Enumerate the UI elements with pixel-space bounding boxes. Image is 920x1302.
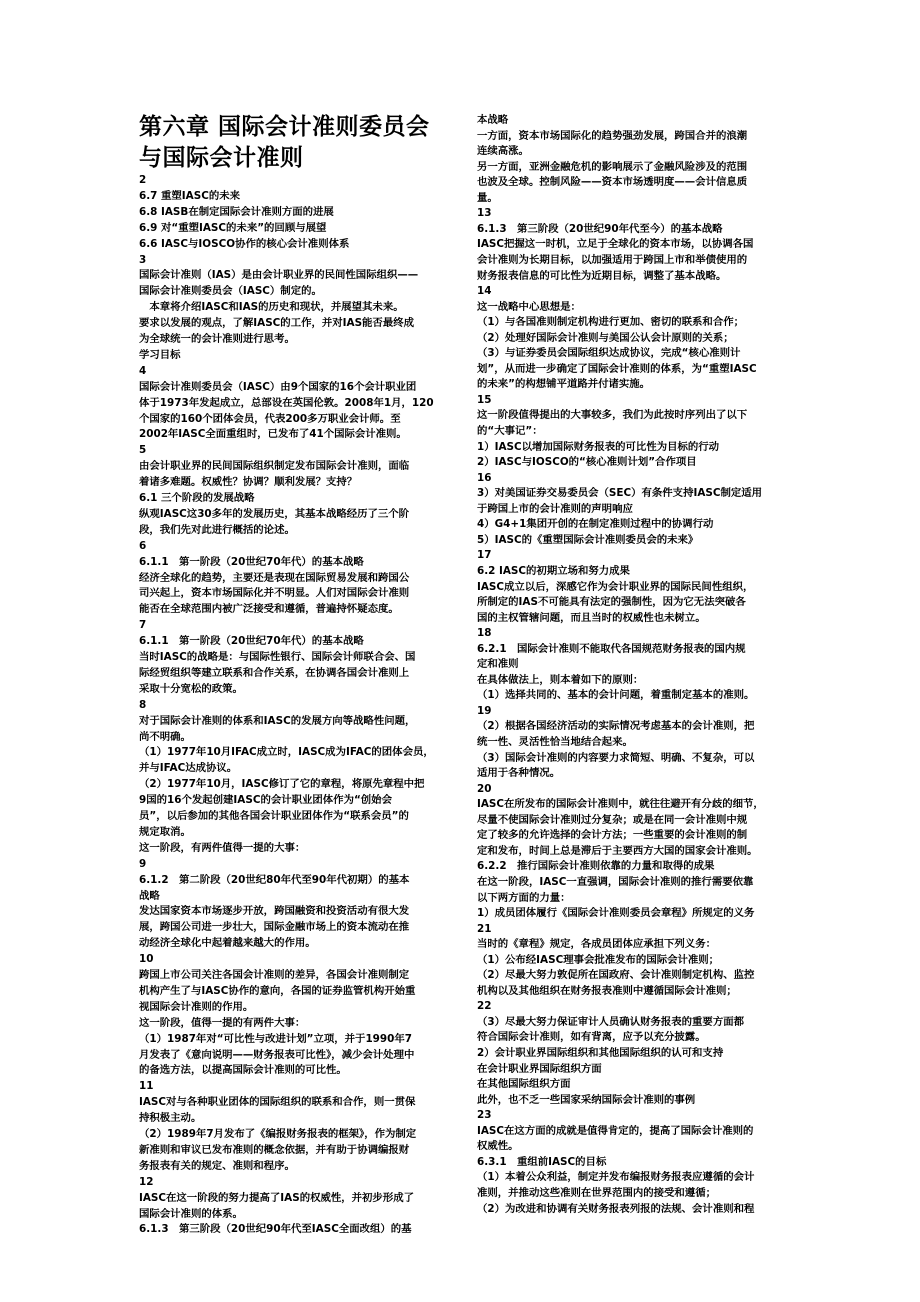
text-line: 由会计职业界的民间国际组织制定发布国际会计准则，面临 <box>139 460 410 473</box>
text-line: 此外，也不乏一些国家采纳国际会计准则的事例 <box>477 1093 696 1106</box>
text-line: 2 <box>139 174 147 186</box>
text-line: 在这一阶段，IASC一直强调，国际会计准则的推行需要依靠 <box>477 875 754 888</box>
text-line: 权威性。 <box>477 1140 519 1153</box>
text-line: 国际会计准则的体系。 <box>139 1207 243 1220</box>
text-line: IASC在所发布的国际会计准则中，就往往避开有分歧的细节， <box>477 798 764 811</box>
text-line: 这一阶段值得提出的大事较多，我们为此按时序列出了以下 <box>477 409 748 422</box>
text-line: 20 <box>477 782 492 795</box>
text-line: 5 <box>139 444 147 457</box>
text-line: IASC在这一阶段的努力提高了IAS的权威性，并初步形成了 <box>139 1191 414 1204</box>
text-line: （2）根据各国经济活动的实际情况考虑基本的会计准则，把 <box>477 720 755 733</box>
text-line: 展，跨国公司进一步壮大，国际金融市场上的资本流动在推 <box>139 921 410 934</box>
text-line: 个国家的160个团体会员，代表200多万职业会计师。至 <box>139 412 401 425</box>
text-line: （1）1977年10月IFAC成立时，IASC成为IFAC的团体会员， <box>139 746 434 759</box>
text-line: 4）G4+1集团开创的在制定准则过程中的协调行动 <box>477 518 714 531</box>
text-line: （3）尽最大努力保证审计人员确认财务报表的重要方面都 <box>477 1015 744 1028</box>
text-line: （1）本着公众利益，制定并发布编报财务报表应遵循的会计 <box>477 1171 755 1184</box>
text-line: 9 <box>139 857 147 870</box>
text-line: 司兴起上，资本市场国际化并不明显。人们对国际会计准则 <box>139 587 410 600</box>
text-line: 定了较多的允许选择的会计方法；一些重要的会计准则的制 <box>477 829 748 842</box>
text-line: 量。 <box>477 191 498 204</box>
text-line: 的“大事记”： <box>477 425 543 437</box>
text-line: 跨国上市公司关注各国会计准则的差异，各国会计准则制定 <box>139 969 410 981</box>
text-line: 6.3.1 重组前IASC的目标 <box>477 1155 607 1168</box>
chapter-title-line-2: 与国际会计准则 <box>139 145 304 171</box>
text-line: 际经贸组织等建立联系和合作关系，在协调各国会计准则上 <box>139 666 410 679</box>
text-line: （2）为改进和协调有关财务报表列报的法规、会计准则和程 <box>477 1202 755 1215</box>
text-line: 国际会计准则委员会（IASC）由9个国家的16个会计职业团 <box>139 380 417 393</box>
text-line: 16 <box>477 471 492 484</box>
text-line: 务报表有关的规定、准则和程序。 <box>139 1159 295 1172</box>
text-line: IASC成立以后，深感它作为会计职业界的国际民间性组织， <box>477 580 754 593</box>
text-line: （1）选择共同的、基本的会计问题，着重制定基本的准则。 <box>477 689 755 702</box>
text-line: 4 <box>139 364 147 377</box>
text-line: 的未来”的构想铺平道路并付诸实施。 <box>477 378 651 391</box>
text-line: 在会计职业界国际组织方面 <box>477 1062 602 1075</box>
text-line: 13 <box>477 207 492 220</box>
text-line: 9国的16个发起创建IASC的会计职业团体作为“创始会 <box>139 794 392 807</box>
text-line: （3）与证券委员会国际组织达成协议，完成“核心准则计 <box>477 347 741 360</box>
text-line: （1）公布经IASC理事会批准发布的国际会计准则； <box>477 953 720 966</box>
text-line: 以下两方面的力量： <box>477 891 571 904</box>
text-line: （2）尽最大努力敦促所在国政府、会计准则制定机构、监控 <box>477 969 755 982</box>
text-line: 国的主权管辖问题，而且当时的权威性也未树立。 <box>477 611 706 624</box>
text-line: 尚不明确。 <box>139 730 191 743</box>
text-line: 学习目标 <box>139 348 181 361</box>
text-line: 在具体做法上，则本着如下的原则： <box>477 673 644 686</box>
text-line: 10 <box>139 953 154 966</box>
text-line: 6.1.3 第三阶段（20世纪90年代至IASC全面改组）的基 <box>139 1223 412 1236</box>
text-line: 所制定的IAS不可能具有法定的强制性，因为它无法突破各 <box>477 596 746 609</box>
text-line: 定和准则 <box>477 658 519 671</box>
text-line: 纵观IASC这30多年的发展历史，其基本战略经历了三个阶 <box>139 507 410 520</box>
text-line: 这一阶段，值得一提的有两件大事： <box>139 1016 306 1029</box>
text-line: 划”，从而进一步确定了国际会计准则的体系，为“重塑IASC <box>477 362 757 375</box>
text-line: 7 <box>139 619 147 632</box>
text-line: 发达国家资本市场逐步开放，跨国融资和投资活动有很大发 <box>139 905 410 918</box>
text-line: 着诸多难题。权威性？协调？顺利发展？支持？ <box>139 476 358 489</box>
text-line: （1）与各国准则制定机构进行更加、密切的联系和合作； <box>477 316 744 329</box>
text-line: 为全球统一的会计准则进行思考。 <box>139 333 295 345</box>
text-line: 6.8 IASB在制定国际会计准则方面的进展 <box>139 205 334 218</box>
text-line: 6.6 IASC与IOSCO协作的核心会计准则体系 <box>139 237 350 250</box>
text-line: 1）成员团体履行《国际会计准则委员会章程》所规定的义务 <box>477 907 755 920</box>
text-line: 22 <box>477 1000 492 1013</box>
text-line: 定和发布，时间上总是滞后于主要西方大国的国家会计准则。 <box>477 844 758 857</box>
text-line: 本战略 <box>477 114 509 126</box>
text-line: 对于国际会计准则的体系和IASC的发展方向等战略性问题， <box>139 714 416 727</box>
text-line: IASC在这方面的成就是值得肯定的，提高了国际会计准则的 <box>477 1124 754 1137</box>
text-line: 财务报表信息的可比性为近期目标，调整了基本战略。 <box>477 269 727 282</box>
text-line: 国际会计准则（IAS）是由会计职业界的民间性国际组织—— <box>139 269 419 282</box>
text-line: 2002年IASC全面重组时，已发布了41个国际会计准则。 <box>139 428 407 441</box>
text-line: IASC对与各种职业团体的国际组织的联系和合作，则一贯保 <box>139 1096 416 1109</box>
text-line: 机构以及其他组织在财务报表准则中遵循国际会计准则； <box>477 984 737 997</box>
text-line: 本章将介绍IASC和IAS的历史和现状，并展望其未来。 <box>139 301 404 314</box>
text-line: 经济全球化的趋势，主要还是表现在国际贸易发展和跨国公 <box>139 571 410 584</box>
text-line: 2）IASC与IOSCO的“核心准则计划”合作项目 <box>477 456 697 469</box>
text-line: 国际会计准则委员会（IASC）制定的。 <box>139 285 322 298</box>
text-line: （3）国际会计准则的内容要力求简短、明确、不复杂，可以 <box>477 751 755 764</box>
text-line: 统一性、灵活性恰当地结合起来。 <box>477 736 633 748</box>
text-line: 当时的《章程》规定，各成员团体应承担下列义务： <box>477 938 716 951</box>
text-line: 视国际会计准则的作用。 <box>139 1000 254 1013</box>
text-line: 月发表了《意向说明——财务报表可比性》，减少会计处理中 <box>139 1048 415 1061</box>
text-line: 23 <box>477 1109 492 1122</box>
text-line: （2）1989年7月发布了《编报财务报表的框架》，作为制定 <box>139 1128 417 1140</box>
text-line: 17 <box>477 549 492 562</box>
text-line: 3 <box>139 253 147 266</box>
text-line: 规定取消。 <box>139 825 191 838</box>
text-line: 8 <box>139 698 147 711</box>
text-line: 员”，以后参加的其他各国会计职业团体作为“联系会员”的 <box>139 810 409 822</box>
text-line: 连续高涨。 <box>477 145 529 158</box>
text-line: 6.1.1 第一阶段（20世纪70年代）的基本战略 <box>139 635 364 648</box>
text-line: 6 <box>139 539 147 552</box>
text-line: 6.9 对“重塑IASC的未来”的回顾与展望 <box>139 221 327 234</box>
text-line: 当时IASC的战略是：与国际性银行、国际会计师联合会、国 <box>139 651 416 663</box>
text-line: 6.1.3 第三阶段（20世纪90年代至今）的基本战略 <box>477 222 723 235</box>
text-line: 5）IASC的《重塑国际会计准则委员会的未来》 <box>477 533 699 546</box>
text-line: 体于1973年发起成立，总部设在英国伦敦。2008年1月，120 <box>139 396 434 409</box>
text-line: 准则，并推动这些准则在世界范围内的接受和遵循； <box>477 1186 716 1199</box>
text-line: 战略 <box>139 889 160 902</box>
text-line: 3）对美国证券交易委员会（SEC）有条件支持IASC制定适用 <box>477 487 763 500</box>
text-line: 6.2.2 推行国际会计准则依靠的力量和取得的成果 <box>477 860 715 873</box>
text-line: 6.1.1 第一阶段（20世纪70年代）的基本战略 <box>139 555 364 568</box>
text-line: 适用于各种情况。 <box>477 767 561 780</box>
text-line: 要求以发展的观点，了解IASC的工作，并对IAS能否最终成 <box>139 317 414 330</box>
text-line: 14 <box>477 285 492 298</box>
chapter-title <box>139 112 459 174</box>
text-line: 这一阶段，有两件值得一提的大事： <box>139 841 306 854</box>
text-line: 尽量不使国际会计准则过分复杂；或是在同一会计准则中规 <box>477 813 748 826</box>
text-line: 6.1 三个阶段的发展战略 <box>139 492 255 504</box>
text-line: （2）1977年10月，IASC修订了它的章程，将原先章程中把 <box>139 778 425 791</box>
text-line: （1）1987年对“可比性与改进计划”立项，并于1990年7 <box>139 1032 412 1045</box>
text-line: 机构产生了与IASC协作的意向，各国的证券监管机构开始重 <box>139 984 416 997</box>
text-line: 1）IASC以增加国际财务报表的可比性为目标的行动 <box>477 440 720 453</box>
text-line: 持积极主动。 <box>139 1112 202 1125</box>
text-line: IASC把握这一时机，立足于全球化的资本市场，以协调各国 <box>477 238 754 251</box>
text-line: 6.1.2 第二阶段（20世纪80年代至90年代初期）的基本 <box>139 873 410 886</box>
text-line: 并与IFAC达成协议。 <box>139 762 238 775</box>
text-line: 动经济全球化中起着越来越大的作用。 <box>139 937 316 950</box>
text-line: 在其他国际组织方面 <box>477 1078 571 1091</box>
text-line: 另一方面，亚洲金融危机的影响展示了金融风险涉及的范围 <box>477 160 748 173</box>
text-line: 也波及全球。控制风险——资本市场透明度——会计信息质 <box>477 176 748 189</box>
text-line: （2）处理好国际会计准则与美国公认会计原则的关系； <box>477 331 734 344</box>
text-line: 采取十分宽松的政策。 <box>139 682 243 695</box>
text-line: 6.2.1 国际会计准则不能取代各国规范财务报表的国内规 <box>477 642 746 655</box>
text-line: 15 <box>477 393 492 406</box>
text-line: 新准则和审议已发布准则的概念依据，并有助于协调编报财 <box>139 1143 410 1156</box>
text-line: 2）会计职业界国际组织和其他国际组织的认可和支持 <box>477 1047 724 1059</box>
text-line: 会计准则为长期目标，以加强适用于跨国上市和举债使用的 <box>477 253 748 266</box>
text-line: 6.2 IASC的初期立场和努力成果 <box>477 564 630 577</box>
text-line: 21 <box>477 922 492 935</box>
text-line: 能否在全球范围内被广泛接受和遵循，普遍持怀疑态度。 <box>139 603 399 616</box>
text-line: 6.7 重塑IASC的未来 <box>139 189 240 202</box>
text-line: 的备选方法，以提高国际会计准则的可比性。 <box>139 1064 347 1077</box>
text-line: 这一战略中心思想是： <box>477 300 581 313</box>
text-line: 段，我们先对此进行概括的论述。 <box>139 523 295 536</box>
text-line: 19 <box>477 704 492 717</box>
text-line: 符合国际会计准则，如有背离，应予以充分披露。 <box>477 1031 706 1044</box>
text-line: 18 <box>477 627 492 640</box>
text-line: 12 <box>139 1175 154 1188</box>
chapter-title-line-1: 第六章 国际会计准则委员会 <box>139 114 430 140</box>
text-line: 于跨国上市的会计准则的声明响应 <box>477 502 633 515</box>
text-line: 一方面，资本市场国际化的趋势强劲发展，跨国合并的浪潮 <box>477 129 748 142</box>
text-line: 11 <box>139 1080 154 1093</box>
